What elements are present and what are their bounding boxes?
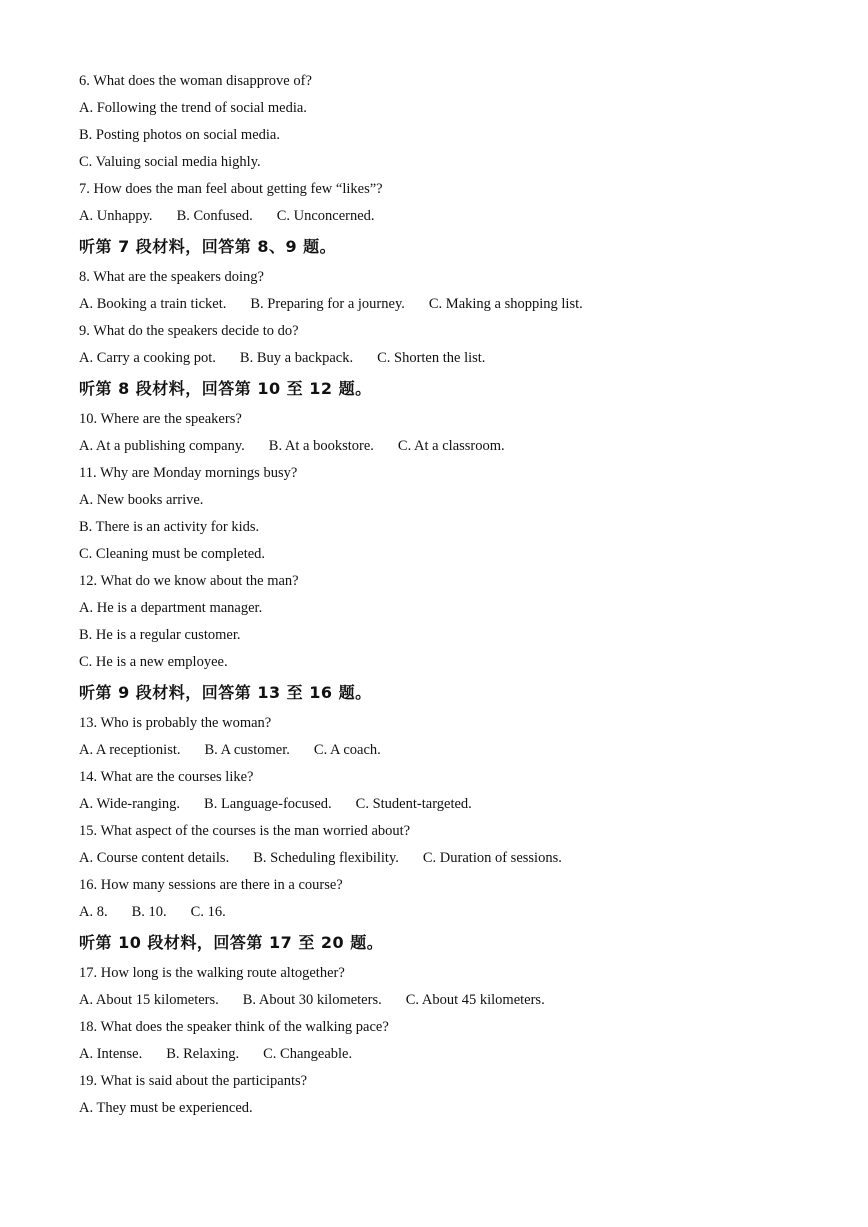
answer-option: A. Carry a cooking pot. [79, 350, 216, 366]
answer-option: B. Posting photos on social media. [79, 127, 280, 143]
answer-options-row [79, 433, 839, 460]
answer-options-row [79, 845, 839, 872]
answer-option: A. He is a department manager. [79, 600, 263, 616]
section-heading: 听第 8 段材料，回答第 10 至 12 题。 [79, 379, 372, 398]
answer-option: A. Unhappy. [79, 208, 153, 224]
answer-option: B. Relaxing. [166, 1046, 240, 1062]
answer-option: B. Scheduling flexibility. [253, 850, 399, 866]
section-heading: 听第 9 段材料，回答第 13 至 16 题。 [79, 683, 372, 702]
answer-option: A. About 15 kilometers. [79, 992, 219, 1008]
answer-option: C. Duration of sessions. [422, 850, 562, 866]
question-text: 13. Who is probably the woman? [79, 715, 272, 731]
answer-option: C. Valuing social media highly. [79, 154, 261, 170]
answer-option: A. They must be experienced. [79, 1100, 253, 1116]
answer-options-row [79, 899, 839, 926]
answer-option: B. About 30 kilometers. [242, 992, 382, 1008]
question-text: 10. Where are the speakers? [79, 411, 242, 427]
answer-option: A. Wide-ranging. [79, 796, 181, 812]
question-text: 18. What does the speaker think of the walking pace? [79, 1019, 389, 1035]
question-text: 7. How does the man feel about getting few “likes”? [79, 181, 383, 197]
answer-option: C. At a classroom. [397, 438, 505, 454]
answer-option: A. A receptionist. [79, 742, 181, 758]
answer-option: A. Booking a train ticket. [79, 296, 227, 312]
answer-option: C. Making a shopping list. [428, 296, 583, 312]
question-text: 16. How many sessions are there in a course? [79, 877, 343, 893]
question-text: 9. What do the speakers decide to do? [79, 323, 299, 339]
answer-option: C. Changeable. [263, 1046, 353, 1062]
answer-option: A. Course content details. [79, 850, 230, 866]
answer-option: C. 16. [190, 904, 226, 920]
answer-option: C. Shorten the list. [377, 350, 486, 366]
answer-option: A. 8. [79, 904, 108, 920]
answer-option: A. Intense. [79, 1046, 143, 1062]
question-text: 19. What is said about the participants? [79, 1073, 308, 1089]
answer-options-row [79, 737, 839, 764]
answer-option: A. Following the trend of social media. [79, 100, 307, 116]
answer-option: B. At a bookstore. [268, 438, 374, 454]
question-text: 15. What aspect of the courses is the man worried about? [79, 823, 411, 839]
answer-options-row [79, 345, 839, 372]
answer-option: A. New books arrive. [79, 492, 204, 508]
exam-page [79, 68, 839, 1122]
answer-option: B. Buy a backpack. [239, 350, 354, 366]
section-heading: 听第 10 段材料，回答第 17 至 20 题。 [79, 933, 384, 952]
question-text: 11. Why are Monday mornings busy? [79, 465, 298, 481]
answer-options-row [79, 987, 839, 1014]
answer-option: B. There is an activity for kids. [79, 519, 260, 535]
question-text: 14. What are the courses like? [79, 769, 254, 785]
answer-option: C. A coach. [313, 742, 381, 758]
answer-option: B. Confused. [176, 208, 253, 224]
answer-option: B. A customer. [204, 742, 290, 758]
answer-option: B. Language-focused. [204, 796, 332, 812]
answer-options-row [79, 203, 839, 230]
question-text: 8. What are the speakers doing? [79, 269, 264, 285]
answer-options-row [79, 1041, 839, 1068]
answer-options-row [79, 791, 839, 818]
answer-option: C. He is a new employee. [79, 654, 228, 670]
answer-option: B. 10. [131, 904, 167, 920]
answer-option: B. He is a regular customer. [79, 627, 241, 643]
answer-option: C. Cleaning must be completed. [79, 546, 266, 562]
question-text: 12. What do we know about the man? [79, 573, 299, 589]
answer-options-row [79, 291, 839, 318]
answer-option: A. At a publishing company. [79, 438, 245, 454]
answer-option: C. Student-targeted. [355, 796, 472, 812]
question-text: 6. What does the woman disapprove of? [79, 73, 312, 89]
answer-option: C. About 45 kilometers. [405, 992, 545, 1008]
answer-option: C. Unconcerned. [276, 208, 375, 224]
section-heading: 听第 7 段材料，回答第 8、9 题。 [79, 237, 337, 256]
answer-option: B. Preparing for a journey. [250, 296, 405, 312]
question-text: 17. How long is the walking route altogether? [79, 965, 345, 981]
